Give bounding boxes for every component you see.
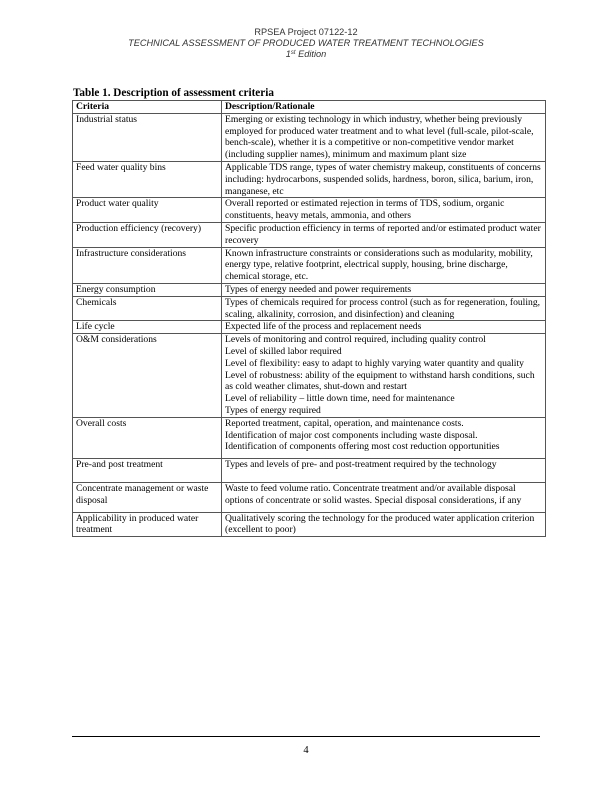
table-row — [73, 296, 546, 321]
description-cell — [222, 482, 546, 512]
description-line: Specific production efficiency in terms of reported and/or estimated product water recovery — [225, 222, 541, 246]
description-line: Reported treatment, capital, operation, and maintenance costs. — [225, 417, 464, 429]
table-row — [73, 222, 546, 247]
table-row — [73, 482, 546, 512]
description-line: Types and levels of pre- and post-treatment required by the technology — [225, 459, 497, 471]
description-cell — [222, 198, 546, 223]
description-line: Expected life of the process and replacement needs — [225, 321, 422, 333]
description-line: Level of reliability – little down time, need for maintenance — [225, 393, 455, 405]
criteria-cell: Concentrate management or waste disposal — [73, 482, 222, 512]
criteria-cell: Energy consumption — [73, 283, 222, 296]
criteria-cell: Overall costs — [73, 417, 222, 458]
table-row — [73, 321, 546, 334]
criteria-cell: Industrial status — [73, 113, 222, 161]
criteria-cell: O&M considerations — [73, 334, 222, 418]
criteria-cell: Product water quality — [73, 198, 222, 223]
page-number: 4 — [303, 745, 309, 756]
edition-word: Edition — [298, 49, 327, 59]
project-id: RPSEA Project 07122-12 — [254, 27, 358, 37]
description-line: Emerging or existing technology in which industry, whether being previously employed for produced water treatment and to what level (full-scale, pilot-scale, bench-scale), whether it is a competitive or non-competitive vendor market (including supplier names), minimum and maximum plant size — [225, 113, 534, 161]
description-cell — [222, 113, 546, 161]
page-header — [0, 27, 612, 60]
column-header-description: Description/Rationale — [222, 101, 546, 114]
description-cell — [222, 161, 546, 197]
description-line: Levels of monitoring and control required, including quality control — [225, 334, 486, 346]
column-header-criteria: Criteria — [73, 101, 222, 114]
table-body — [73, 113, 546, 536]
description-line: Identification of major cost components including waste disposal. — [225, 429, 478, 441]
description-line: Waste to feed volume ratio. Concentrate treatment and/or available disposal options of concentrate or solid wastes. Special disposal considerations, if any — [225, 482, 522, 506]
description-line: Level of skilled labor required — [225, 345, 342, 357]
criteria-cell: Feed water quality bins — [73, 161, 222, 197]
report-title: TECHNICAL ASSESSMENT OF PRODUCED WATER TREATMENT TECHNOLOGIES — [128, 38, 484, 48]
table-row — [73, 417, 546, 458]
description-cell — [222, 512, 546, 537]
table-row — [73, 459, 546, 483]
criteria-cell: Life cycle — [73, 321, 222, 334]
criteria-cell: Applicability in produced water treatment — [73, 512, 222, 537]
description-cell — [222, 417, 546, 458]
edition-line — [0, 49, 612, 60]
description-line: Level of robustness: ability of the equipment to withstand harsh conditions, such as cold weather climates, shut-down and restart — [225, 369, 535, 393]
description-line: Types of energy required — [225, 404, 321, 416]
description-cell — [222, 321, 546, 334]
description-cell — [222, 247, 546, 283]
criteria-cell: Chemicals — [73, 296, 222, 321]
description-cell — [222, 283, 546, 296]
description-cell — [222, 334, 546, 418]
edition-number: 1 — [285, 49, 291, 59]
table-row — [73, 198, 546, 223]
description-cell — [222, 222, 546, 247]
description-cell — [222, 296, 546, 321]
criteria-cell: Production efficiency (recovery) — [73, 222, 222, 247]
table-row — [73, 113, 546, 161]
description-line: Identification of components offering most cost reduction opportunities — [225, 441, 500, 453]
edition-ordinal: st — [290, 50, 296, 56]
description-line: Level of flexibility: easy to adapt to highly varying water quantity and quality — [225, 357, 524, 369]
criteria-cell: Pre-and post treatment — [73, 459, 222, 483]
table-row — [73, 512, 546, 537]
description-line: Overall reported or estimated rejection in terms of TDS, sodium, organic constituents, heavy metals, ammonia, and others — [225, 198, 505, 222]
description-line: Types of chemicals required for process control (such as for regeneration, fouling, scaling, alkalinity, corrosion, and disinfection) and cleaning — [225, 296, 541, 320]
description-line: Qualitatively scoring the technology for the produced water application criterion (excellent to poor) — [225, 512, 535, 536]
description-line: Known infrastructure constraints or considerations such as modularity, mobility, energy type, relative footprint, electrical supply, housing, brine discharge, chemical storage, etc. — [225, 247, 533, 283]
description-cell — [222, 459, 546, 483]
table-row — [73, 334, 546, 418]
table-caption: Table 1. Description of assessment criteria — [73, 87, 274, 99]
criteria-cell: Infrastructure considerations — [73, 247, 222, 283]
table-header-row — [73, 101, 546, 114]
footer-rule — [72, 736, 540, 737]
table-row — [73, 161, 546, 197]
table-row — [73, 283, 546, 296]
description-line: Applicable TDS range, types of water chemistry makeup, constituents of concerns including: hydrocarbons, suspended solids, hardness, boron, silica, barium, iron, manganese, etc — [225, 161, 541, 197]
criteria-table — [72, 100, 546, 537]
description-line: Types of energy needed and power requirements — [225, 283, 412, 295]
table-row — [73, 247, 546, 283]
